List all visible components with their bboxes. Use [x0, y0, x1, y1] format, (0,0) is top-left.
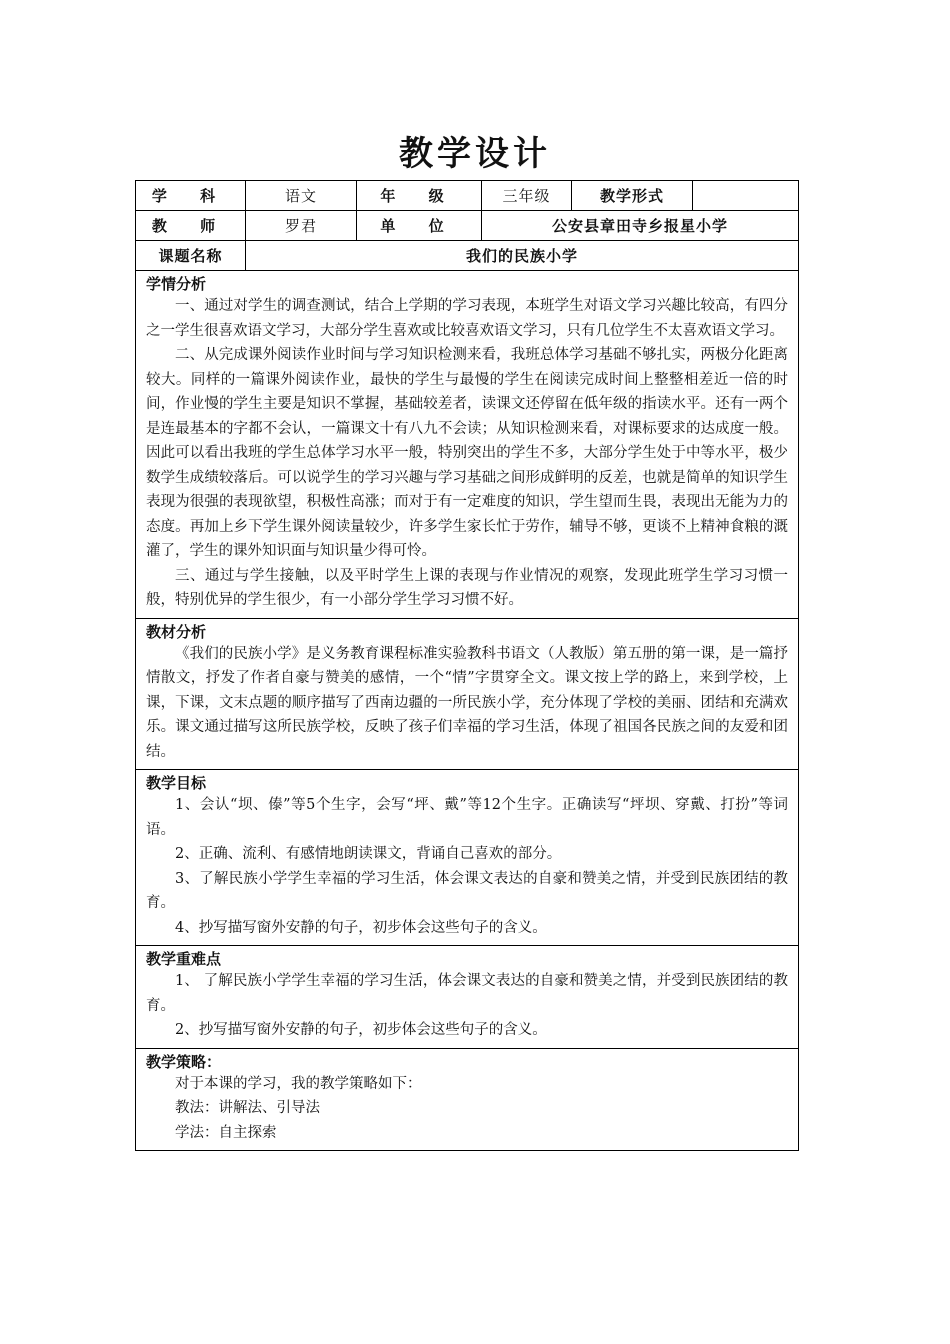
- paragraph: 学法：自主探索: [175, 1124, 277, 1141]
- goals-heading: 教学目标: [146, 774, 207, 792]
- unit-label: 单 位: [357, 211, 482, 241]
- unit-value: 公安县章田寺乡报星小学: [482, 211, 799, 241]
- paragraph: 1、会认“坝、傣”等5个生字，会写“坪、戴”等12个生字。正确读写“坪坝、穿戴、打扮”等词语。: [146, 797, 789, 838]
- goals-section: [136, 770, 799, 946]
- paragraph: 1、 了解民族小学学生幸福的学习生活，体会课文表达的自豪和赞美之情，并受到民族团结的教育。: [146, 973, 789, 1014]
- paragraph: 教法：讲解法、引导法: [175, 1100, 320, 1116]
- paragraph: 《我们的民族小学》是义务教育课程标准实验教科书语文（人教版）第五册的第一课，是一篇抒情散文，抒发了作者自豪与赞美的感情，一个“情”字贯穿全文。课文按上学的路上，来到学校，上课，下课，文末点题的顺序描写了西南边疆的一所民族小学，充分体现了学校的美丽、团结和充满欢乐。课文通过描写这所民族学校，反映了孩子们幸福的学习生活，体现了祖国各民族之间的友爱和团结。: [146, 645, 789, 760]
- header-row-2: [136, 211, 799, 241]
- strategy-heading: 教学策略：: [146, 1052, 222, 1071]
- subject-value: 语文: [246, 181, 357, 211]
- format-label: 教学形式: [572, 181, 693, 211]
- paragraph: 二、从完成课外阅读作业时间与学习知识检测来看，我班总体学习基础不够扎实，两极分化距离较大。同样的一篇课外阅读作业，最快的学生与最慢的学生在阅读完成时间上整整相差近一倍的时间，作业慢的学生主要是知识不掌握，基础较差者，读课文还停留在低年级的指读水平。还有一两个是连最基本的字都不会认，一篇课文十有八九不会读；从知识检测来看，对课标要求的达成度一般。因此可以看出我班的学生总体学习水平一般，特别突出的学生不多，大部分学生处于中等水平，极少数学生成绩较落后。可以说学生的学习兴趣与学习基础之间形成鲜明的反差，也就是简单的知识学生表现为很强的表现欲望，积极性高涨；而对于有一定难度的知识，学生望而生畏，表现出无能为力的态度。再加上乡下学生课外阅读量较少，许多学生家长忙于劳作，辅导不够，更谈不上精神食粮的溉灌了，学生的课外知识面与知识量少得可怜。: [146, 347, 789, 559]
- keypoints-heading: 教学重难点: [146, 950, 222, 968]
- material-heading: 教材分析: [146, 622, 207, 641]
- strategy-section: [136, 1048, 799, 1151]
- lesson-row: [136, 241, 799, 271]
- keypoints-section: [136, 946, 799, 1049]
- lesson-title: 我们的民族小学: [246, 241, 799, 271]
- paragraph: 2、正确、流利、有感情地朗读课文，背诵自己喜欢的部分。: [175, 846, 562, 862]
- page-title: 教学设计: [399, 134, 551, 174]
- paragraph: 三、通过与学生接触，以及平时学生上课的表现与作业情况的观察，发现此班学生学习习惯一般，特别优异的学生很少，有一小部分学生学习习惯不好。: [146, 567, 789, 608]
- header-row-1: [136, 181, 799, 211]
- paragraph: 对于本课的学习，我的教学策略如下：: [175, 1075, 422, 1092]
- teacher-value: 罗君: [246, 211, 357, 241]
- material-section: [136, 618, 799, 770]
- analysis-heading: 学情分析: [146, 275, 207, 293]
- subject-label: 学 科: [136, 181, 246, 211]
- paragraph: 3、了解民族小学学生幸福的学习生活，体会课文表达的自豪和赞美之情，并受到民族团结的教育。: [146, 870, 789, 911]
- paragraph: 2、抄写描写窗外安静的句子，初步体会这些句子的含义。: [175, 1022, 547, 1038]
- analysis-section: [136, 271, 799, 619]
- paragraph: 4、抄写描写窗外安静的句子，初步体会这些句子的含义。: [175, 919, 547, 936]
- format-value: [693, 181, 799, 211]
- paragraph: 一、通过对学生的调查测试，结合上学期的学习表现，本班学生对语文学习兴趣比较高，有四分之一学生很喜欢语文学习，大部分学生喜欢或比较喜欢语文学习，只有几位学生不太喜欢语文学习。: [146, 298, 789, 339]
- lesson-label: 课题名称: [136, 241, 246, 271]
- grade-label: 年 级: [357, 181, 482, 211]
- teacher-label: 教 师: [136, 211, 246, 241]
- grade-value: 三年级: [482, 181, 572, 211]
- lesson-plan-table: [135, 180, 799, 1151]
